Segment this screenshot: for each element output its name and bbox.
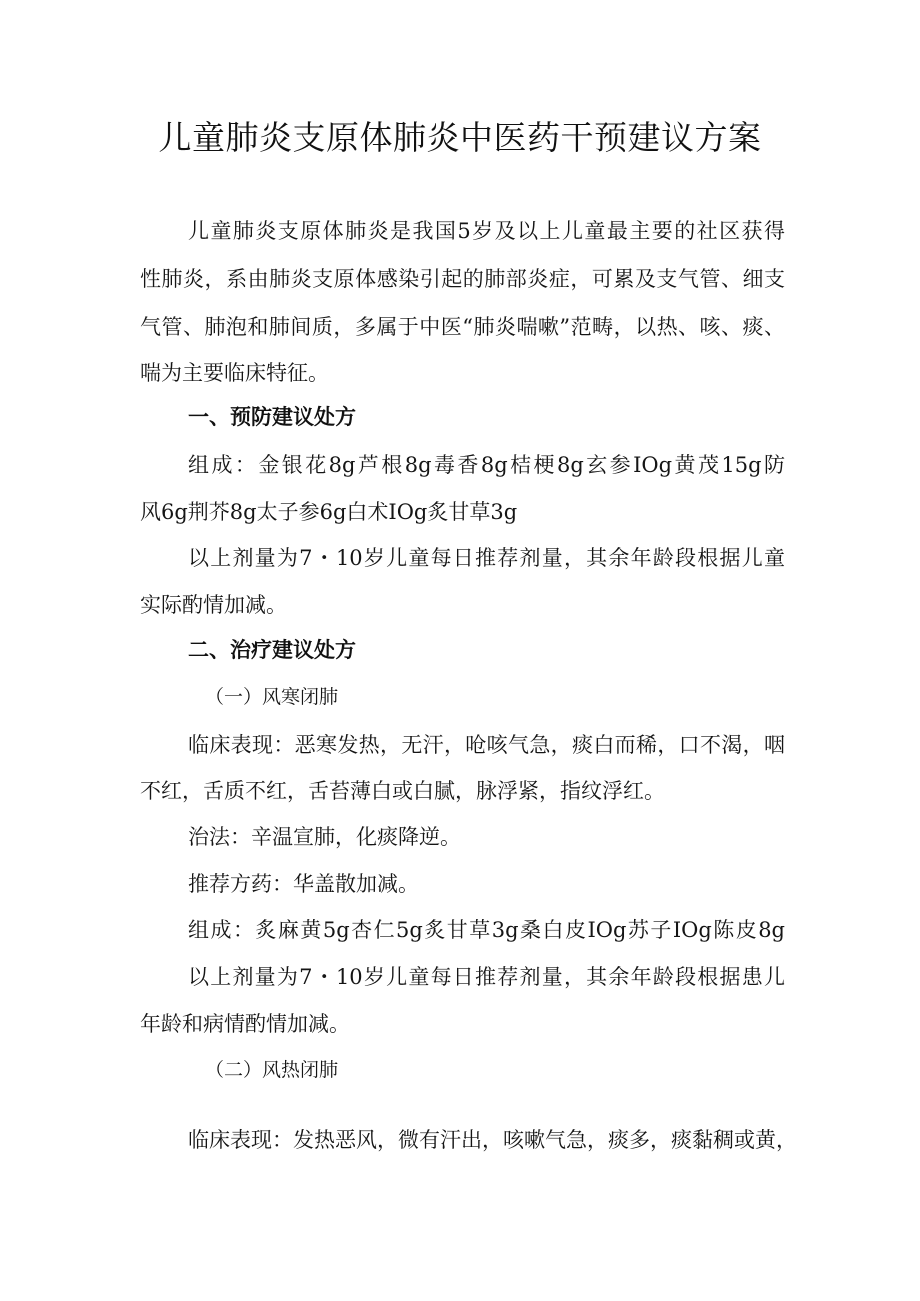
section1-heading: 一、预防建议处方	[188, 405, 356, 429]
document-title: 儿童肺炎支原体肺炎中医药干预建议方案	[158, 118, 762, 157]
sub1-dosage-line-2: 年龄和病情酌情加减。	[140, 1012, 350, 1036]
sub1-symptoms-line-2: 不红，舌质不红，舌苔薄白或白腻，脉浮紧，指纹浮红。	[140, 779, 665, 803]
section2-sub1-heading: （一）风寒闭肺	[205, 686, 339, 708]
sub1-composition: 组成：炙麻黄5g杏仁5g炙甘草3g桑白皮IOg苏子IOg陈皮8g	[188, 918, 785, 942]
section1-composition-line-2: 风6g荆芥8g太子参6g白术IOg炙甘草3g	[140, 500, 518, 524]
intro-line-3: 气管、肺泡和肺间质，多属于中医“肺炎喘嗽”范畴，以热、咳、痰、	[140, 315, 785, 339]
section1-composition-line-1: 组成：金银花8g芦根8g毒香8g桔梗8g玄参IOg黄茂15g防	[188, 453, 785, 477]
sub1-dosage-line-1: 以上剂量为7・10岁儿童每日推荐剂量，其余年龄段根据患儿	[188, 965, 785, 989]
sub2-symptoms-line-1: 临床表现：发热恶风，微有汗出，咳嗽气急，痰多，痰黏稠或黄，	[188, 1128, 797, 1152]
section1-dosage-line-2: 实际酌情加减。	[140, 593, 287, 617]
intro-line-2: 性肺炎，系由肺炎支原体感染引起的肺部炎症，可累及支气管、细支	[140, 267, 785, 291]
section2-heading: 二、治疗建议处方	[188, 638, 356, 662]
section1-dosage-line-1: 以上剂量为7・10岁儿童每日推荐剂量，其余年龄段根据儿童	[188, 546, 785, 570]
intro-line-4: 喘为主要临床特征。	[140, 361, 329, 385]
sub1-formula: 推荐方药：华盖散加减。	[188, 872, 419, 896]
section2-sub2-heading: （二）风热闭肺	[205, 1059, 339, 1081]
sub1-treatment: 治法：辛温宣肺，化痰降逆。	[188, 825, 461, 849]
intro-line-1: 儿童肺炎支原体肺炎是我国5岁及以上儿童最主要的社区获得	[188, 219, 785, 243]
sub1-symptoms-line-1: 临床表现：恶寒发热，无汗，呛咳气急，痰白而稀，口不渴，咽	[188, 733, 785, 757]
